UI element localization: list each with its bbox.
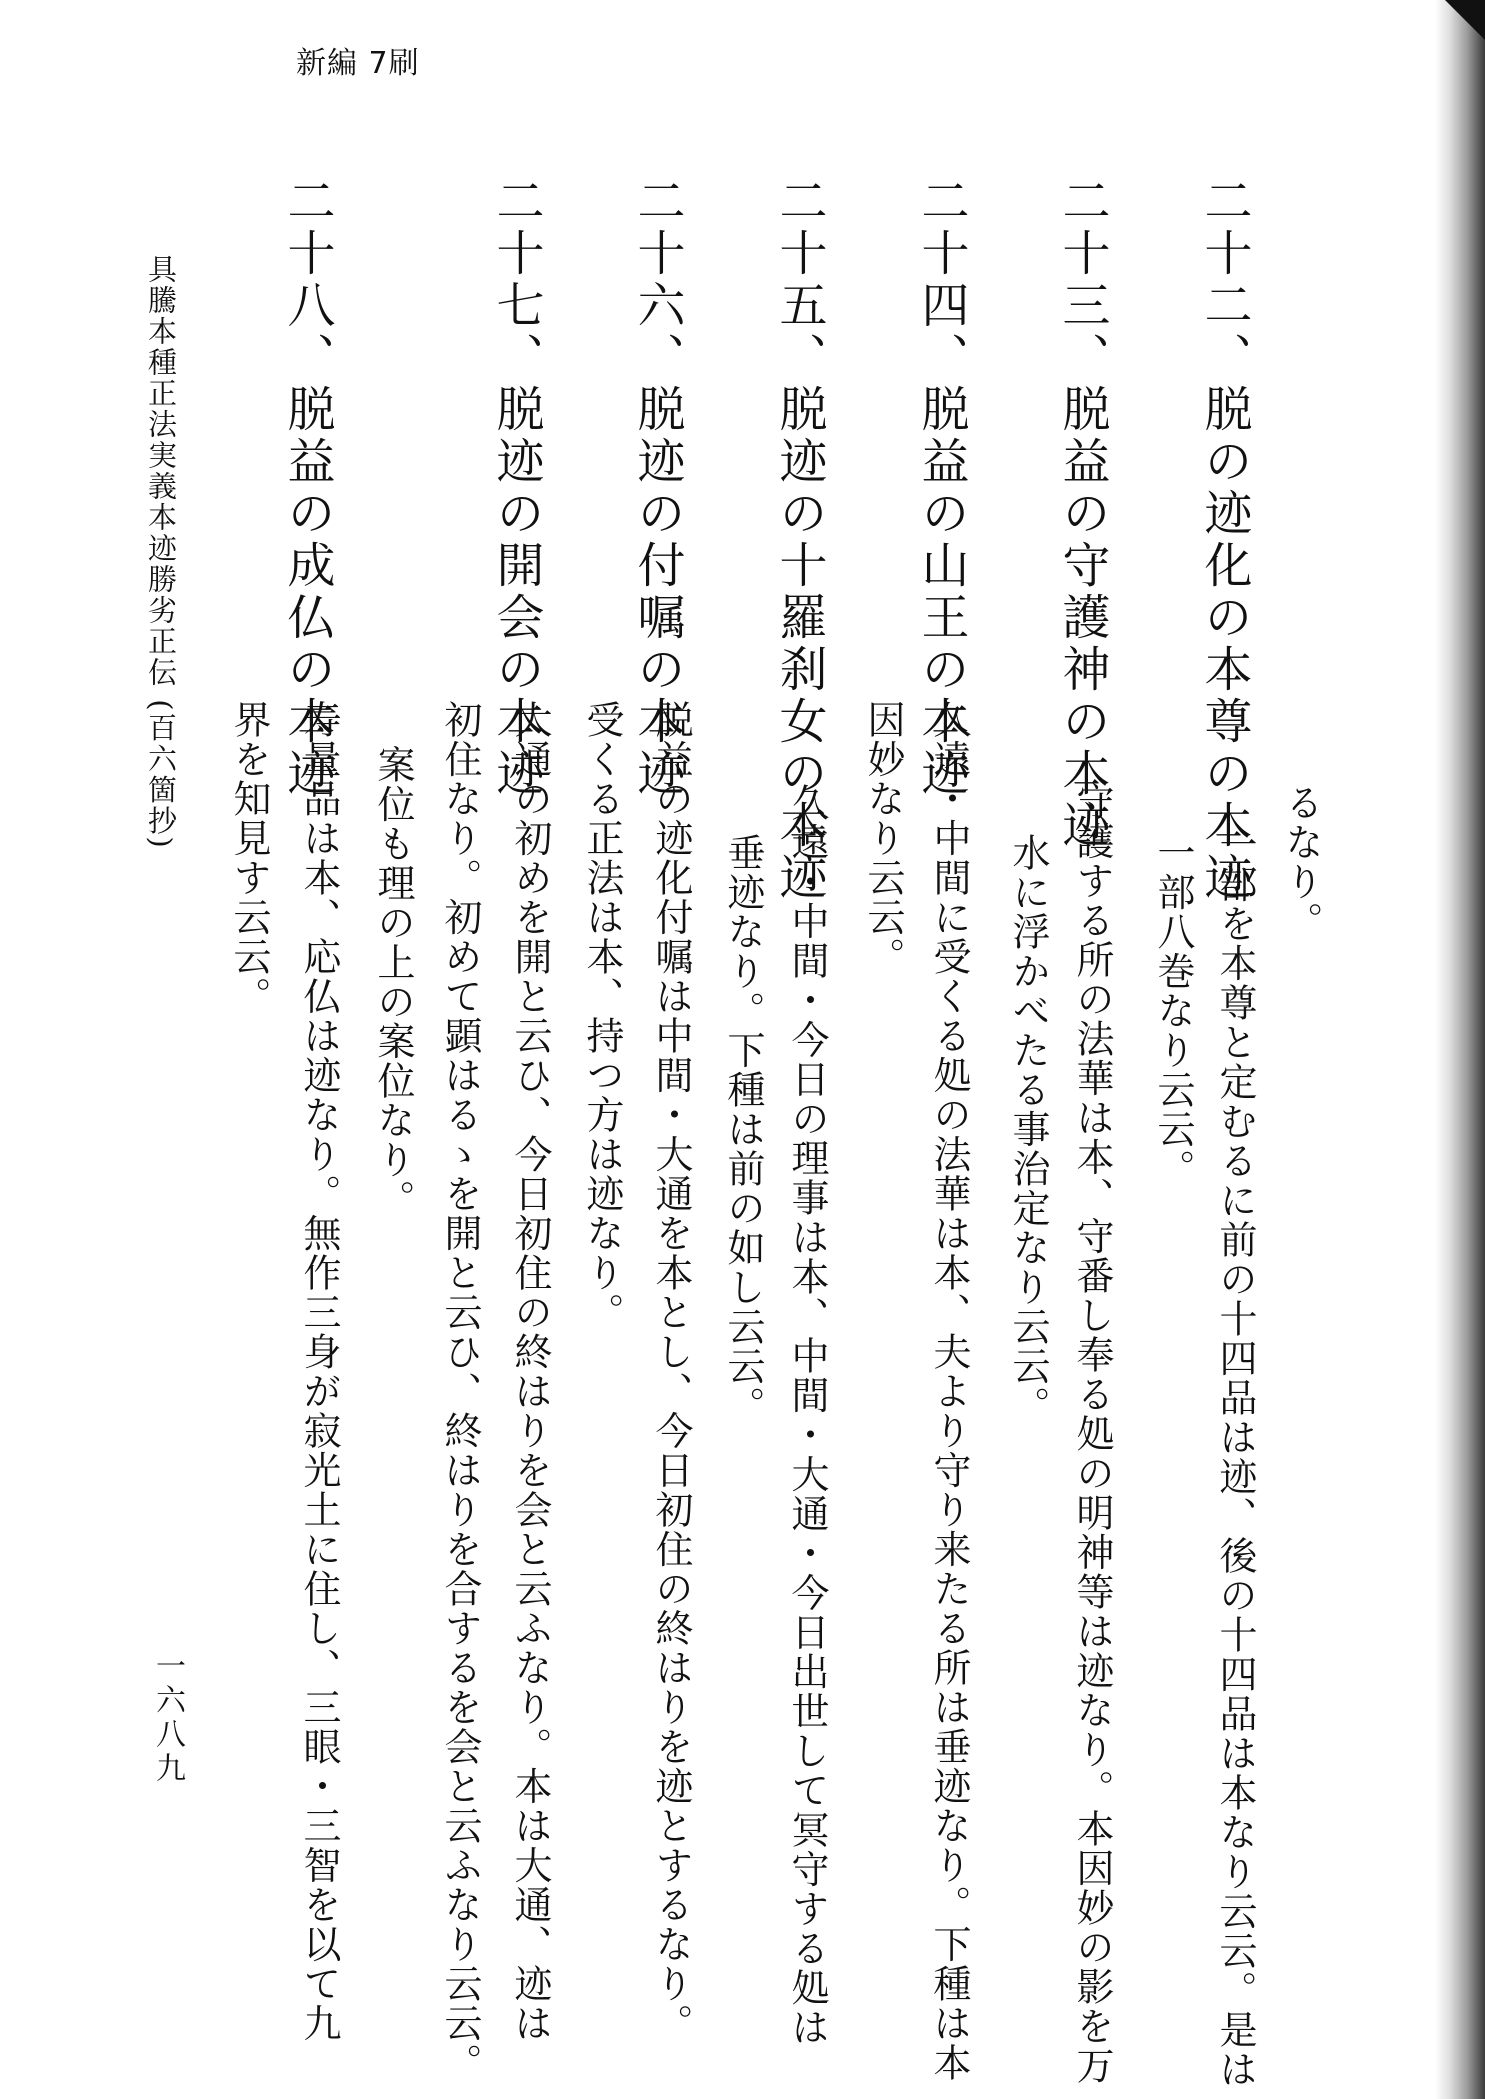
- edition-label: 新編 7刷: [296, 46, 420, 81]
- section-heading-26: 二十六、脱迹の付嘱の本迹: [629, 176, 685, 800]
- body-line: 脱益の迹化付嘱は中間・大通を本とし、今日初住の終はりを迹とするなり。: [649, 700, 693, 2043]
- body-line: 久遠・中間に受くる処の法華は本、夫より守り来たる所は垂迹なり。下種は本: [927, 700, 971, 2083]
- body-line: 初住なり。初めて顕はるゝを開と云ひ、終はりを合するを会と云ふなり云云。: [438, 700, 482, 2083]
- running-title: 具騰本種正法実義本迹勝劣正伝 (百六箇抄): [144, 254, 178, 850]
- body-line: 界を知見す云云。: [227, 700, 271, 1016]
- body-line: 一部を本尊と定むるに前の十四品は迹、後の十四品は本なり云云。是は: [1213, 825, 1257, 2089]
- section-heading-28: 二十八、脱益の成仏の本迹: [279, 176, 335, 800]
- body-line: 守護する所の法華は本、守番し奉る処の明神等は迹なり。本因妙の影を万: [1070, 782, 1114, 2086]
- body-line: 案位も理の上の案位なり。: [371, 745, 415, 1219]
- section-heading-23: 二十三、脱益の守護神の本迹: [1054, 176, 1110, 852]
- section-heading-24: 二十四、脱益の山王の本迹: [913, 176, 969, 800]
- body-line: 因妙なり云云。: [861, 700, 905, 977]
- body-line: 寿量品は本、応仏は迹なり。無作三身が寂光土に住し、三眼・三智を以て九: [297, 700, 341, 2043]
- body-line: 水に浮かべたる事治定なり云云。: [1006, 833, 1050, 1426]
- body-line: 垂迹なり。下種は前の如し云云。: [721, 833, 765, 1426]
- body-line: るなり。: [1279, 783, 1323, 941]
- body-line: 大通の初めを開と云ひ、今日初住の終はりを会と云ふなり。本は大通、迹は: [508, 700, 552, 2043]
- section-heading-25: 二十五、脱迹の十羅刹女の本迹: [771, 176, 827, 904]
- page-binding-shadow: [1435, 0, 1485, 2099]
- section-heading-22: 二十二、脱の迹化の本尊の本迹: [1196, 176, 1252, 904]
- section-heading-27: 二十七、脱迹の開会の本迹: [488, 176, 544, 800]
- body-line: 一部八巻なり云云。: [1151, 833, 1195, 1189]
- body-line: 受くる正法は本、持つ方は迹なり。: [580, 700, 624, 1332]
- page-number: 一六八九: [150, 1650, 185, 1786]
- body-line: 久遠・中間・今日の理事は本、中間・大通・今日出世して冥守する処は: [785, 783, 829, 2047]
